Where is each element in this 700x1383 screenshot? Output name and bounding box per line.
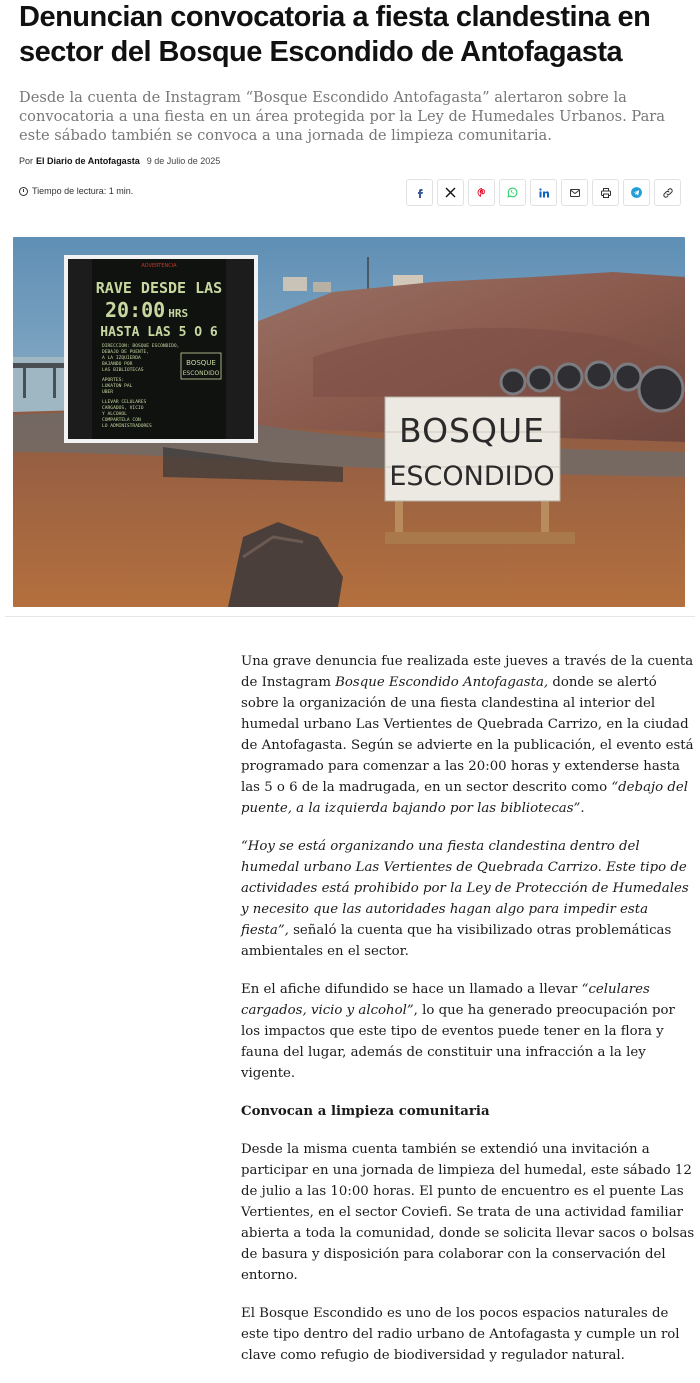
share-bar bbox=[406, 179, 681, 206]
poster-line2: 20:00 bbox=[105, 298, 166, 322]
x-icon bbox=[445, 187, 456, 198]
article-lead: Desde la cuenta de Instagram “Bosque Escondido Antofagasta” alertaron sobre la convocatoria a una fiesta en un área protegida por la Ley de Humedales Urbanos. Para este sábado también se convoca a una jornada de limpieza comunitaria. bbox=[19, 89, 665, 144]
sign-text-line2: ESCONDIDO bbox=[389, 461, 555, 492]
byline bbox=[19, 156, 220, 166]
reading-time-label: Tiempo de lectura: 1 min. bbox=[32, 186, 134, 196]
italic-quote: “Hoy se está organizando una fiesta clandestina dentro del humedal urbano Las Vertientes de Quebrada Carrizo. Este tipo de actividades está prohibido por la Ley de Protección de Humedales y necesito que las autoridades hagan algo para impedir esta fiesta”, bbox=[241, 839, 689, 938]
linkedin-share-button[interactable] bbox=[530, 179, 557, 206]
linkedin-icon bbox=[538, 187, 550, 199]
email-icon bbox=[569, 187, 581, 199]
text-run: En el afiche difundido se hace un llamado a llevar bbox=[241, 982, 582, 997]
section-subheading: Convocan a limpieza comunitaria bbox=[241, 1104, 490, 1119]
facebook-icon bbox=[414, 187, 426, 199]
text-run: señaló la cuenta que ha visibilizado otras problemáticas ambientales en el sector. bbox=[241, 923, 672, 959]
poster-bring: Y ALCOHOL bbox=[102, 412, 127, 417]
telegram-icon bbox=[630, 186, 643, 199]
publish-date: 9 de Julio de 2025 bbox=[146, 156, 221, 166]
poster-line2-suffix: HRS bbox=[168, 307, 189, 320]
article-headline: Denuncian convocatoria a fiesta clandestina en sector del Bosque Escondido de Antofagasta bbox=[19, 1, 651, 68]
x-share-button[interactable] bbox=[437, 179, 464, 206]
paragraph-5: El Bosque Escondido es uno de los pocos espacios naturales de este tipo dentro del radio urbano de Antofagasta y cumple un rol clave como refugio de biodiversidad y regulador natural. bbox=[241, 1306, 680, 1363]
poster-bring: LO ADMINISTRADORES bbox=[102, 424, 152, 429]
copy-link-button[interactable] bbox=[654, 179, 681, 206]
author-link[interactable]: El Diario de Antofagasta bbox=[36, 156, 140, 166]
poster-detail: DIRECCION: BOSQUE ESCONDIDO, bbox=[102, 344, 180, 349]
print-icon bbox=[600, 187, 612, 199]
poster-detail: LAS BIBLIOTECAS bbox=[102, 368, 144, 373]
poster-detail: A LA IZQUIERDA bbox=[102, 356, 141, 361]
whatsapp-share-button[interactable] bbox=[499, 179, 526, 206]
paragraph-4: Desde la misma cuenta también se extendió una invitación a participar en una jornada de limpieza del humedal, este sábado 12 de julio a las 10:00 horas. El punto de encuentro es el puente Las Vertientes, en el sector Coviefi. Se trata de una actividad familiar abierta a toda la comunidad, donde se solicita llevar sacos o bolsas de basura y disposición para colaborar con la conservación del entorno. bbox=[241, 1142, 695, 1283]
poster-detail: BAJANDO POR bbox=[102, 362, 133, 367]
clock-icon bbox=[19, 187, 28, 196]
article-body bbox=[241, 651, 696, 1383]
poster-bring: COMPARTELA CON bbox=[102, 418, 141, 423]
sign-text-line1: BOSQUE bbox=[399, 411, 545, 450]
paragraph-1 bbox=[241, 651, 696, 819]
poster-aportes: LUKATON PAL bbox=[102, 384, 133, 389]
italic-quote: “debajo del puente, a la izquierda bajando por las bibliotecas”. bbox=[241, 780, 688, 816]
link-icon bbox=[662, 187, 674, 199]
pinterest-icon bbox=[476, 187, 488, 199]
paragraph-2 bbox=[241, 836, 696, 962]
poster-bring: CARGADOS, VICIO bbox=[102, 406, 144, 411]
pinterest-share-button[interactable] bbox=[468, 179, 495, 206]
reading-time bbox=[19, 186, 133, 196]
text-run: Una grave denuncia fue realizada este jueves a través de la cuenta de Instagram bbox=[241, 654, 694, 690]
italic-quote: “celulares cargados, vicio y alcohol” bbox=[241, 982, 650, 1018]
whatsapp-icon bbox=[506, 186, 519, 199]
byline-prefix: Por bbox=[19, 156, 34, 166]
poster-bring: LLEVAR CELULARES bbox=[102, 400, 147, 405]
text-run: donde se alertó sobre la organización de una fiesta clandestina al interior del humedal urbano Las Vertientes de Quebrada Carrizo, en la ciudad de Antofagasta. Según se advierte en la publicación, el evento está programado para comenzar a las 20:00 horas y extenderse hasta las 5 o 6 de la madrugada, en un sector descrito como bbox=[241, 675, 694, 795]
facebook-share-button[interactable] bbox=[406, 179, 433, 206]
poster-top-tag: ADVERTENCIA bbox=[141, 263, 177, 269]
italic-text: Bosque Escondido Antofagasta, bbox=[335, 675, 549, 690]
poster-line3: HASTA LAS 5 O 6 bbox=[100, 325, 218, 340]
poster-aportes: APORTES: bbox=[102, 378, 125, 383]
poster-detail: DEBAJO DE PUENTE, bbox=[102, 350, 150, 355]
email-share-button[interactable] bbox=[561, 179, 588, 206]
poster-aportes: UBER bbox=[102, 390, 114, 395]
text-run: , lo que ha generado preocupación por los impactos que este tipo de eventos puede tener en la flora y fauna del lugar, además de constituir una infracción a la ley vigente. bbox=[241, 1003, 675, 1081]
poster-stamp-line2: ESCONDIDO bbox=[182, 370, 220, 377]
poster-line1: RAVE DESDE LAS bbox=[95, 279, 223, 297]
telegram-share-button[interactable] bbox=[623, 179, 650, 206]
divider bbox=[5, 616, 695, 617]
print-share-button[interactable] bbox=[592, 179, 619, 206]
paragraph-3 bbox=[241, 979, 696, 1084]
hero-image bbox=[13, 237, 685, 607]
poster-stamp-line1: BOSQUE bbox=[186, 359, 216, 367]
